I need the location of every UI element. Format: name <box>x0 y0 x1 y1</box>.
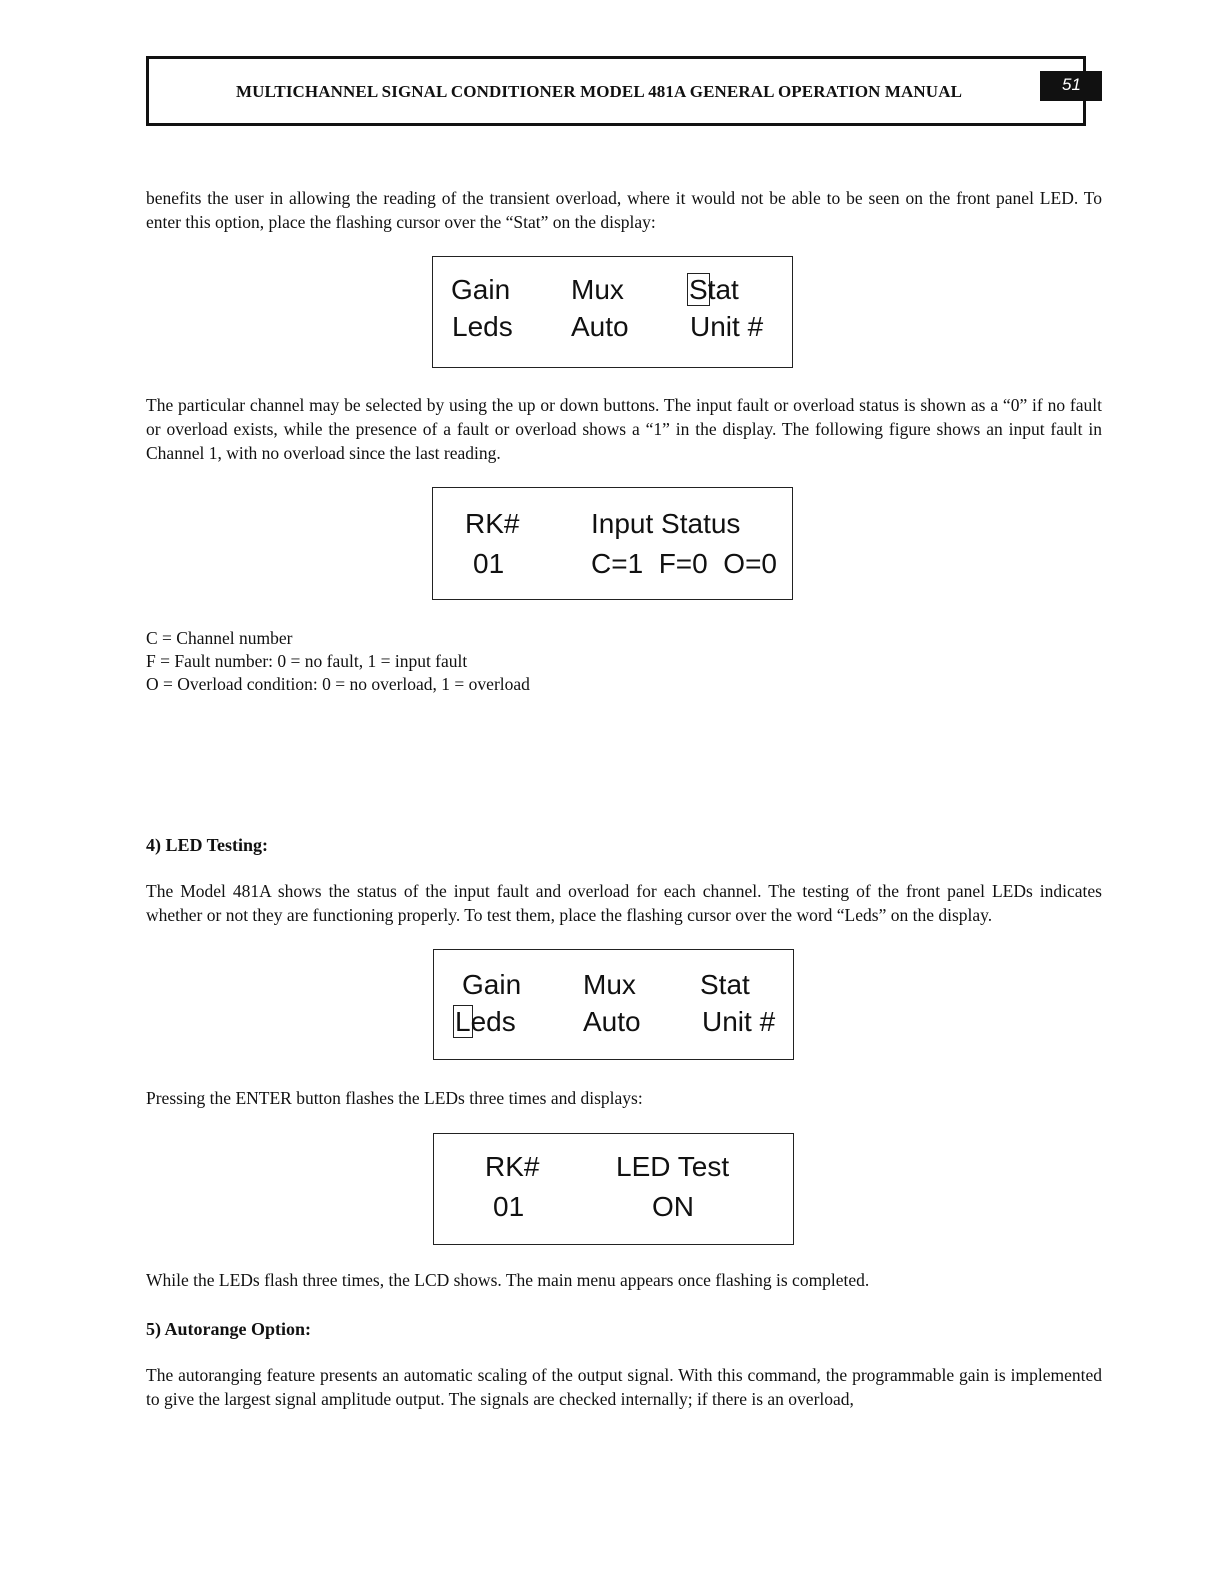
lcd-led-test-title: LED Test <box>616 1151 730 1182</box>
enter-paragraph: Pressing the ENTER button flashes the LEDs three times and displays: <box>146 1088 643 1108</box>
lcd-led-test <box>433 1133 794 1245</box>
intro-paragraph: benefits the user in allowing the reading of the transient overload, where it would not be able to be seen on the front panel LED. To enter this option, place the flashing cursor over the “Stat” on the display: <box>146 188 1102 232</box>
lcd-unit: Unit # <box>690 311 764 342</box>
lcd-stat: Stat <box>700 969 750 1000</box>
lcd-rk-label: RK# <box>465 508 520 539</box>
manual-title: MULTICHANNEL SIGNAL CONDITIONER MODEL 481A GENERAL OPERATION MANUAL <box>236 82 963 101</box>
legend-fault: F = Fault number: 0 = no fault, 1 = input fault <box>146 651 468 671</box>
lcd-cursor: S <box>689 274 708 305</box>
lcd-input-status-title: Input Status <box>591 508 741 539</box>
section-heading-led-testing: 4) LED Testing: <box>146 835 269 855</box>
lcd-menu-leds <box>433 949 794 1060</box>
lcd-gain: Gain <box>462 969 522 1000</box>
lcd-rk-value: 01 <box>493 1191 525 1222</box>
flash-paragraph: While the LEDs flash three times, the LCD shows. The main menu appears once flashing is completed. <box>146 1270 870 1290</box>
autorange-paragraph: The autoranging feature presents an automatic scaling of the output signal. With this command, the programmable gain is implemented to give the largest signal amplitude output. The signals are checked internally; if there is an overload, <box>146 1365 1102 1409</box>
legend-overload: O = Overload condition: 0 = no overload, 1 = overload <box>146 674 530 694</box>
lcd-menu-stat <box>432 256 793 368</box>
status-paragraph: The particular channel may be selected by using the up or down buttons. The input fault or overload status is shown as a “0” if no fault or overload exists, while the presence of a fault or overload shows a “1” in the display. The following figure shows an input fault in Channel 1, with no overload since the last reading. <box>146 395 1102 463</box>
lcd-stat <box>687 274 739 306</box>
lcd-rk-value: 01 <box>473 548 505 579</box>
lcd-mux: Mux <box>571 274 624 305</box>
page-number-badge: 51 <box>1040 71 1102 101</box>
lcd-leds-rest: eds <box>470 1006 516 1037</box>
lcd-unit: Unit # <box>702 1006 776 1037</box>
lcd-cursor: L <box>455 1006 471 1037</box>
led-testing-paragraph: The Model 481A shows the status of the input fault and overload for each channel. The testing of the front panel LEDs indicates whether or not they are functioning properly. To test them, place the flashing cursor over the word “Leds” on the display. <box>146 881 1102 925</box>
section-heading-autorange: 5) Autorange Option: <box>146 1319 312 1339</box>
lcd-leds: Leds <box>452 311 513 342</box>
lcd-auto: Auto <box>583 1006 641 1037</box>
lcd-led-test-state: ON <box>652 1191 694 1222</box>
lcd-auto: Auto <box>571 311 629 342</box>
lcd-mux: Mux <box>583 969 636 1000</box>
lcd-input-status <box>432 487 793 600</box>
lcd-status-values: C=1 F=0 O=0 <box>591 548 777 579</box>
lcd-leds <box>453 1006 516 1038</box>
legend-channel: C = Channel number <box>146 628 293 648</box>
lcd-rk-label: RK# <box>485 1151 540 1182</box>
lcd-gain: Gain <box>451 274 511 305</box>
lcd-stat-rest: tat <box>707 274 739 305</box>
